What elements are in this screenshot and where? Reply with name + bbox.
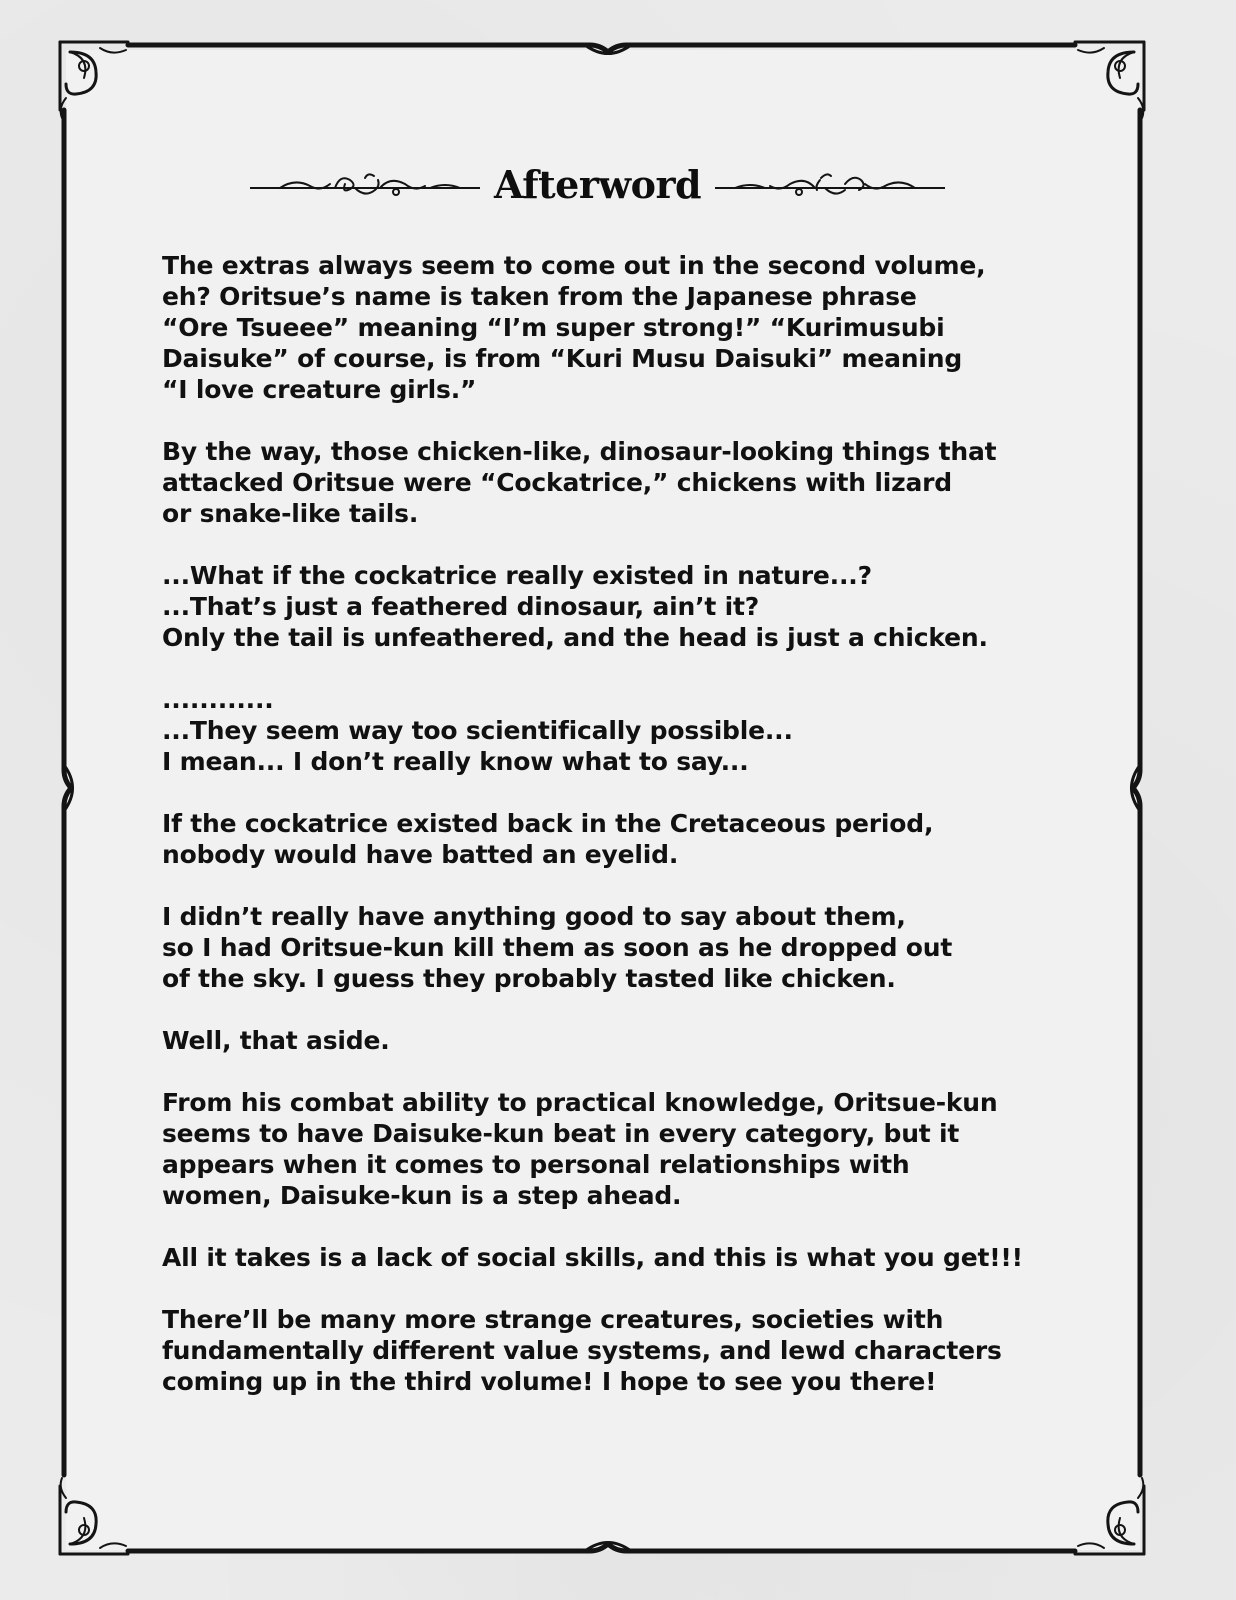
page-title: Afterword bbox=[493, 162, 702, 207]
text-line: nobody would have batted an eyelid. bbox=[162, 840, 679, 869]
text-line: Only the tail is unfeathered, and the head is just a chicken. bbox=[162, 623, 988, 652]
text-line: coming up in the third volume! I hope to see you there! bbox=[162, 1367, 937, 1396]
title-row bbox=[250, 156, 945, 216]
text-line: “Ore Tsueee” meaning “I’m super strong!” “Kurimusubi bbox=[162, 313, 945, 342]
text-line: “I love creature girls.” bbox=[162, 375, 477, 404]
text-line: There’ll be many more strange creatures, societies with bbox=[162, 1305, 944, 1334]
afterword-body bbox=[162, 250, 1062, 1428]
text-line: eh? Oritsue’s name is taken from the Japanese phrase bbox=[162, 282, 917, 311]
text-line: ...That’s just a feathered dinosaur, ain’t it? bbox=[162, 592, 760, 621]
text-line: ...What if the cockatrice really existed in nature...? bbox=[162, 561, 872, 590]
paragraph bbox=[162, 1242, 1062, 1273]
text-line: of the sky. I guess they probably tasted like chicken. bbox=[162, 964, 896, 993]
text-line: From his combat ability to practical knowledge, Oritsue-kun bbox=[162, 1088, 998, 1117]
flourish-right-icon bbox=[715, 170, 945, 204]
paragraph bbox=[162, 901, 1062, 994]
text-line: All it takes is a lack of social skills, and this is what you get!!! bbox=[162, 1243, 1023, 1272]
text-line: attacked Oritsue were “Cockatrice,” chickens with lizard bbox=[162, 468, 952, 497]
paragraph bbox=[162, 808, 1062, 870]
paragraph bbox=[162, 1087, 1062, 1211]
text-line: Well, that aside. bbox=[162, 1026, 390, 1055]
paragraph bbox=[162, 560, 1062, 653]
paragraph bbox=[162, 684, 1062, 777]
paragraph bbox=[162, 1025, 1062, 1056]
text-line: so I had Oritsue-kun kill them as soon as he dropped out bbox=[162, 933, 953, 962]
text-line: seems to have Daisuke-kun beat in every category, but it bbox=[162, 1119, 960, 1148]
paragraph bbox=[162, 250, 1062, 405]
text-line: By the way, those chicken-like, dinosaur-looking things that bbox=[162, 437, 997, 466]
paragraph bbox=[162, 1304, 1062, 1397]
text-line: women, Daisuke-kun is a step ahead. bbox=[162, 1181, 682, 1210]
text-line: appears when it comes to personal relationships with bbox=[162, 1150, 910, 1179]
text-line: Daisuke” of course, is from “Kuri Musu Daisuki” meaning bbox=[162, 344, 963, 373]
text-line: The extras always seem to come out in the second volume, bbox=[162, 251, 986, 280]
text-line: ............ bbox=[162, 685, 274, 714]
text-line: I mean... I don’t really know what to say... bbox=[162, 747, 749, 776]
text-line: If the cockatrice existed back in the Cretaceous period, bbox=[162, 809, 934, 838]
text-line: I didn’t really have anything good to say about them, bbox=[162, 902, 906, 931]
text-line: ...They seem way too scientifically possible... bbox=[162, 716, 793, 745]
text-line: or snake-like tails. bbox=[162, 499, 419, 528]
text-line: fundamentally different value systems, and lewd characters bbox=[162, 1336, 1002, 1365]
paragraph bbox=[162, 436, 1062, 529]
